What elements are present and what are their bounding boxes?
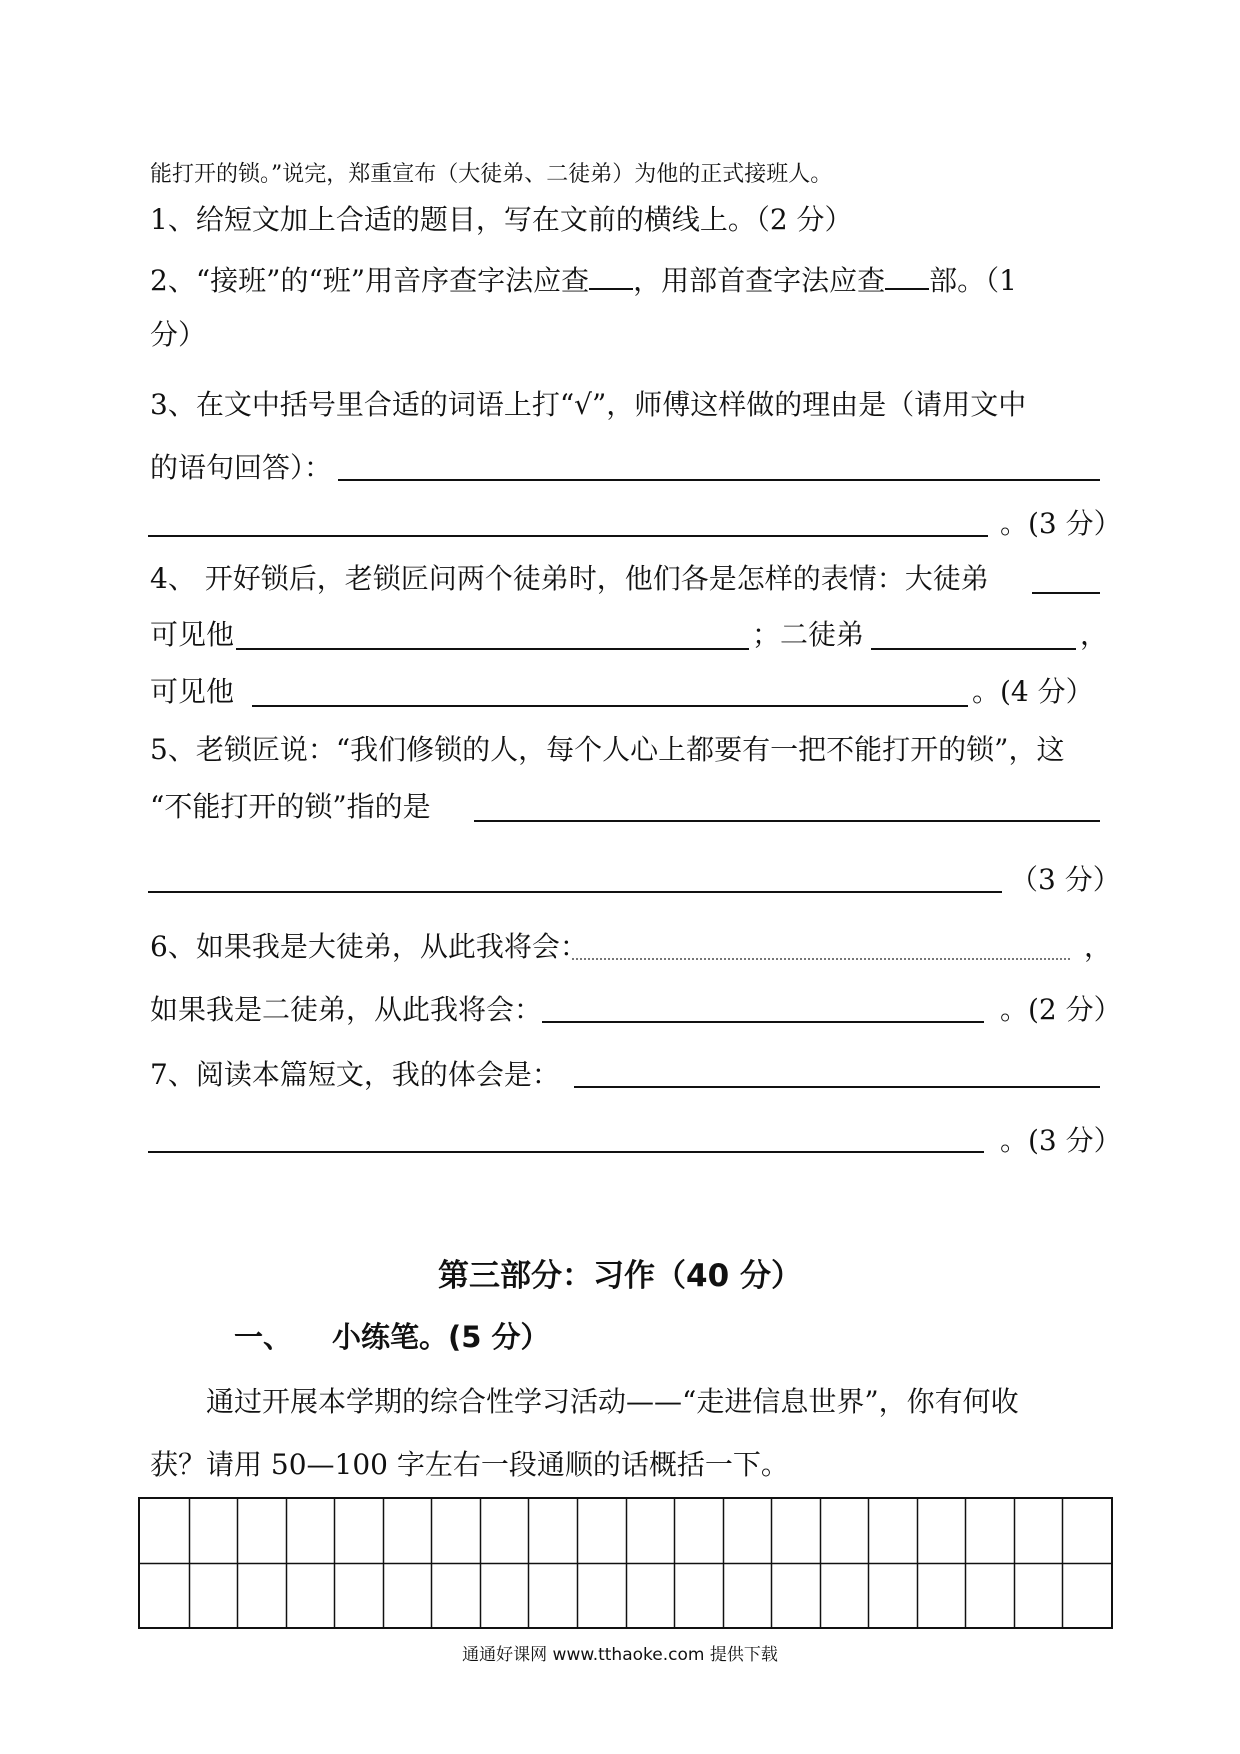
- answer-line-q4-kejianta-2[interactable]: [252, 705, 968, 707]
- question-7-score: 。(3 分）: [1000, 1124, 1122, 1157]
- question-3-line-2: 的语句回答）：: [150, 451, 333, 484]
- subsection-heading: [234, 1315, 590, 1356]
- answer-line-q5-2[interactable]: [148, 891, 1002, 893]
- answer-line-q4-da[interactable]: [1032, 592, 1100, 594]
- question-2-text-a: 2、“接班”的“班”用音序查字法应查: [150, 264, 590, 297]
- answer-line-q5-1[interactable]: [474, 820, 1100, 822]
- question-6-comma: ，: [1084, 930, 1113, 963]
- answer-line-q3-2[interactable]: [148, 535, 988, 537]
- question-3-line-1: 3、在文中括号里合适的词语上打“√”，师傅这样做的理由是（请用文中: [150, 388, 1027, 421]
- writing-grid[interactable]: [138, 1497, 1113, 1629]
- footer-credit: 通通好课网 www.tthaoke.com 提供下载: [462, 1645, 778, 1665]
- section-title: 第三部分：习作（40 分）: [438, 1258, 802, 1294]
- question-6-score: 。(2 分）: [1000, 993, 1122, 1026]
- answer-line-q6-2[interactable]: [542, 1021, 984, 1023]
- answer-blank-bushou[interactable]: [885, 262, 929, 290]
- question-2-line-1: [150, 262, 1017, 298]
- answer-blank-yinxu[interactable]: [589, 262, 633, 290]
- prompt-line-2: 获？请用 50—100 字左右一段通顺的话概括一下。: [150, 1448, 789, 1481]
- question-6-line-1: 6、如果我是大徒弟，从此我将会：: [150, 930, 588, 963]
- answer-line-q7-2[interactable]: [148, 1151, 984, 1153]
- answer-line-q4-er[interactable]: [871, 648, 1076, 650]
- question-4-score: 。(4 分）: [972, 675, 1094, 708]
- question-6-line-2: 如果我是二徒弟，从此我将会：: [150, 993, 543, 1026]
- question-2-text-c: 部。（1: [929, 264, 1017, 297]
- question-1: 1、给短文加上合适的题目，写在文前的横线上。（2 分）: [150, 203, 853, 236]
- question-4-comma: ，: [1080, 618, 1109, 651]
- answer-line-q6-1[interactable]: [572, 958, 1070, 960]
- question-2-text-b: ，用部首查字法应查: [633, 264, 886, 297]
- answer-line-q3-1[interactable]: [338, 479, 1100, 481]
- answer-line-q4-kejianta-1[interactable]: [236, 648, 749, 650]
- prompt-line-1: 通过开展本学期的综合性学习活动——“走进信息世界”，你有何收: [206, 1385, 1019, 1418]
- question-2-line-2: 分）: [150, 318, 207, 351]
- passage-last-line: 能打开的锁。”说完，郑重宣布（大徒弟、二徒弟）为他的正式接班人。: [150, 162, 833, 187]
- subsection-label: 小练笔。(5 分）: [332, 1320, 550, 1354]
- subsection-number: 一、: [234, 1320, 293, 1354]
- answer-line-q7-1[interactable]: [574, 1086, 1100, 1088]
- question-4-er-label: ；二徒弟: [752, 618, 865, 651]
- question-4-line-1: 4、 开好锁后，老锁匠问两个徒弟时，他们各是怎样的表情：大徒弟: [150, 562, 989, 595]
- question-7-line-1: 7、阅读本篇短文，我的体会是：: [150, 1058, 560, 1091]
- question-5-line-2: “不能打开的锁”指的是: [150, 790, 431, 823]
- question-5-line-1: 5、老锁匠说：“我们修锁的人，每个人心上都要有一把不能打开的锁”，这: [150, 733, 1065, 766]
- question-5-score: （3 分）: [1010, 863, 1121, 896]
- question-4-kejianta-1: 可见他: [150, 618, 235, 651]
- writing-grid-lines: [140, 1499, 1111, 1627]
- question-3-score: 。(3 分）: [1000, 507, 1122, 540]
- question-4-kejianta-2: 可见他: [150, 675, 235, 708]
